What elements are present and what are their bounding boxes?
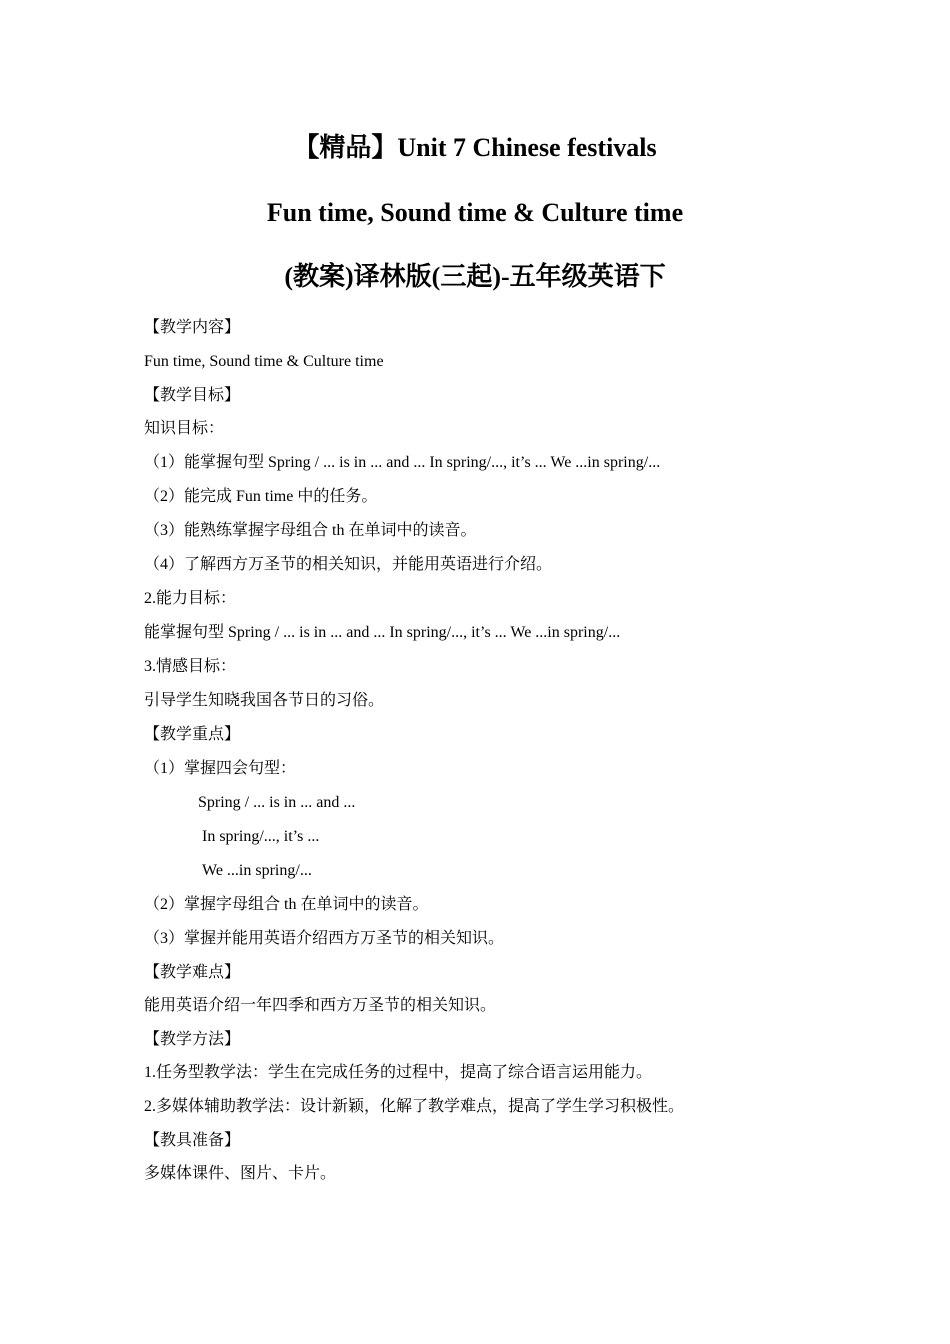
teaching-content-text: Fun time, Sound time & Culture time	[144, 353, 384, 370]
teaching-content-heading: 【教学内容】	[144, 319, 241, 336]
key-point-3: （3）掌握并能用英语介绍西方万圣节的相关知识。	[144, 930, 505, 947]
key-point-1-pattern-c: We ...in spring/...	[202, 862, 312, 879]
teaching-key-points-heading: 【教学重点】	[144, 726, 241, 743]
ability-goals-heading: 2.能力目标：	[144, 590, 237, 607]
key-point-1-pattern-b: In spring/..., it’s ...	[202, 828, 320, 845]
teaching-method-1: 1.任务型教学法：学生在完成任务的过程中，提高了综合语言运用能力。	[144, 1064, 653, 1081]
teaching-materials-heading: 【教具准备】	[144, 1132, 241, 1149]
knowledge-goal-4: （4）了解西方万圣节的相关知识，并能用英语进行介绍。	[144, 556, 553, 573]
emotion-goals-heading: 3.情感目标：	[144, 658, 237, 675]
teaching-difficulty-heading: 【教学难点】	[144, 964, 241, 981]
teaching-method-2: 2.多媒体辅助教学法：设计新颖，化解了教学难点，提高了学生学习积极性。	[144, 1098, 685, 1115]
key-point-2: （2）掌握字母组合 th 在单词中的读音。	[144, 896, 429, 913]
teaching-goals-heading: 【教学目标】	[144, 387, 241, 404]
teaching-difficulty-text: 能用英语介绍一年四季和西方万圣节的相关知识。	[144, 997, 497, 1014]
key-point-1: （1）掌握四会句型：	[144, 760, 297, 777]
ability-goals-text: 能掌握句型 Spring / ... is in ... and ... In spring/..., it’s ... We ...in spring/...	[144, 624, 621, 641]
knowledge-goal-1: （1）能掌握句型 Spring / ... is in ... and ... In spring/..., it’s ... We ...in spring/...	[144, 454, 661, 471]
knowledge-goal-2: （2）能完成 Fun time 中的任务。	[144, 488, 378, 505]
teaching-method-heading: 【教学方法】	[144, 1031, 241, 1048]
document-edition-line: (教案)译林版(三起)-五年级英语下	[284, 262, 666, 291]
document-subtitle: Fun time, Sound time & Culture time	[266, 198, 684, 227]
key-point-1-pattern-a: Spring / ... is in ... and ...	[198, 794, 356, 811]
knowledge-goals-heading: 知识目标：	[144, 420, 225, 437]
emotion-goals-text: 引导学生知晓我国各节日的习俗。	[144, 692, 385, 709]
knowledge-goal-3: （3）能熟练掌握字母组合 th 在单词中的读音。	[144, 522, 477, 539]
teaching-materials-text: 多媒体课件、图片、卡片。	[144, 1165, 337, 1182]
document-title: 【精品】Unit 7 Chinese festivals	[293, 133, 657, 162]
